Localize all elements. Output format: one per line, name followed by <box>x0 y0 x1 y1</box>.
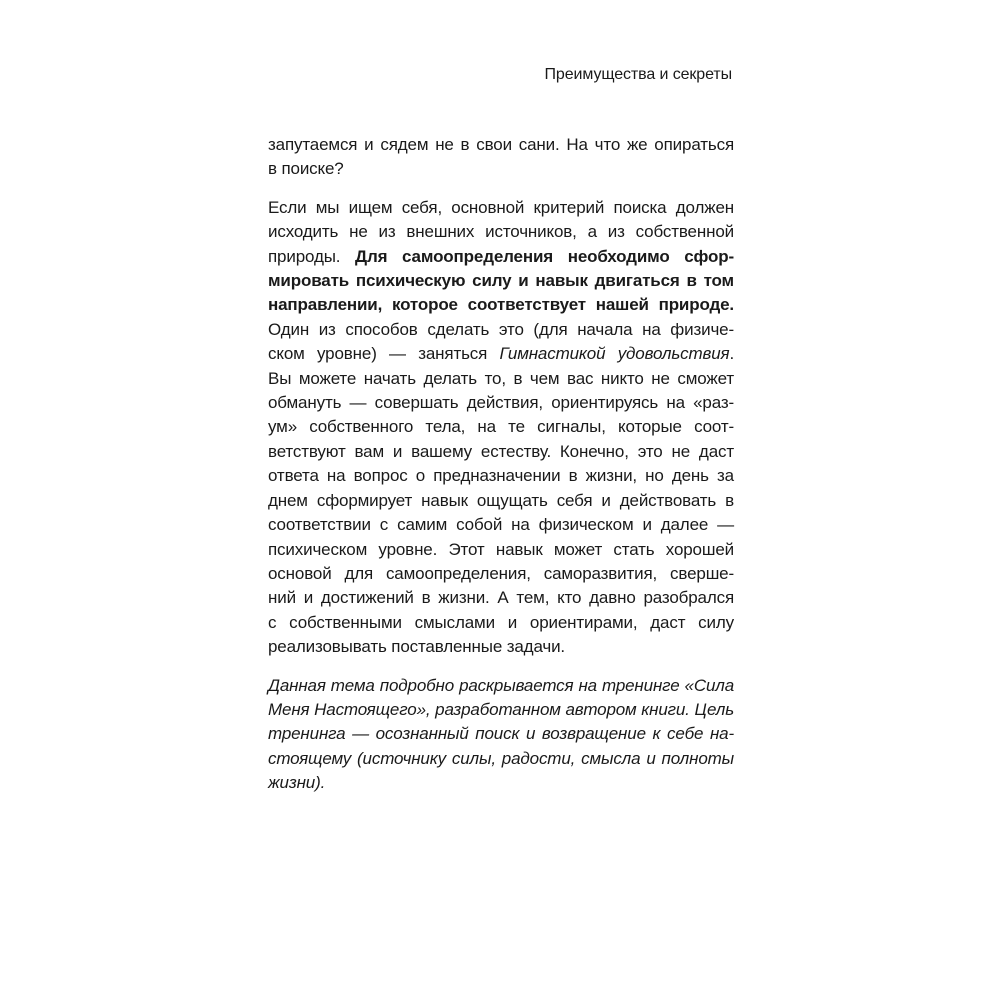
text-line <box>268 342 734 366</box>
text-line: соответствии с самим собой на физическом и далее — <box>268 515 734 535</box>
page-body <box>268 133 734 796</box>
text-line <box>268 245 734 269</box>
text-run: природы. <box>268 246 356 266</box>
text-line: психическом уровне. Этот навык может стать хорошей <box>268 539 734 559</box>
text-line: Вы можете начать делать то, в чем вас никто не сможет <box>268 368 734 388</box>
bold-text-line: мировать психическую силу и навык двигаться в том <box>268 271 734 291</box>
italic-note <box>268 674 734 796</box>
text-line: Меня Настоящего», разработанном автором книги. Цель <box>268 699 734 719</box>
text-line: исходить не из внешних источников, а из собственной <box>268 222 734 242</box>
text-line: с собственными смыслами и ориентирами, даст силу <box>268 612 734 632</box>
text-line: жизни). <box>268 773 326 793</box>
italic-text: Гимнастикой удовольствия <box>499 344 730 364</box>
text-line: ум» собственного тела, на те сигналы, которые соот- <box>268 417 734 437</box>
text-line: обмануть — совершать действия, ориентируясь на «раз- <box>268 393 734 413</box>
text-line: ответа на вопрос о предназначении в жизни, но день за <box>268 466 734 486</box>
paragraph-1 <box>268 133 734 182</box>
text-line: основой для самоопределения, саморазвития, сверше- <box>268 563 734 583</box>
text-line: тренинга — осознанный поиск и возвращение к себе на- <box>268 724 734 744</box>
bold-text-line: направлении, которое соответствует нашей природе. <box>268 295 734 315</box>
text-line: днем сформирует навык ощущать себя и действовать в <box>268 490 734 510</box>
text-line: ний и достижений в жизни. А тем, кто давно разобрался <box>268 588 734 608</box>
text-line: реализовывать поставленные задачи. <box>268 637 565 657</box>
text-run: ском уровне) — заняться <box>268 344 500 364</box>
text-line: ветствуют вам и вашему естеству. Конечно, это не даст <box>268 441 734 461</box>
text-line: в поиске? <box>268 159 344 179</box>
text-line: Данная тема подробно раскрывается на тренинге «Сила <box>268 675 734 695</box>
text-run: . <box>729 344 735 364</box>
text-line: запутаемся и сядем не в свои сани. На что же опираться <box>268 135 734 154</box>
text-line: стоящему (источнику силы, радости, смысла и полноты <box>268 748 734 768</box>
bold-text: Для самоопределения необходимо сфор- <box>355 246 734 266</box>
text-line: Один из способов сделать это (для начала на физиче- <box>268 319 734 339</box>
paragraph-2 <box>268 196 734 660</box>
running-head: Преимущества и секреты <box>544 66 732 83</box>
text-line: Если мы ищем себя, основной критерий поиска должен <box>268 197 734 217</box>
